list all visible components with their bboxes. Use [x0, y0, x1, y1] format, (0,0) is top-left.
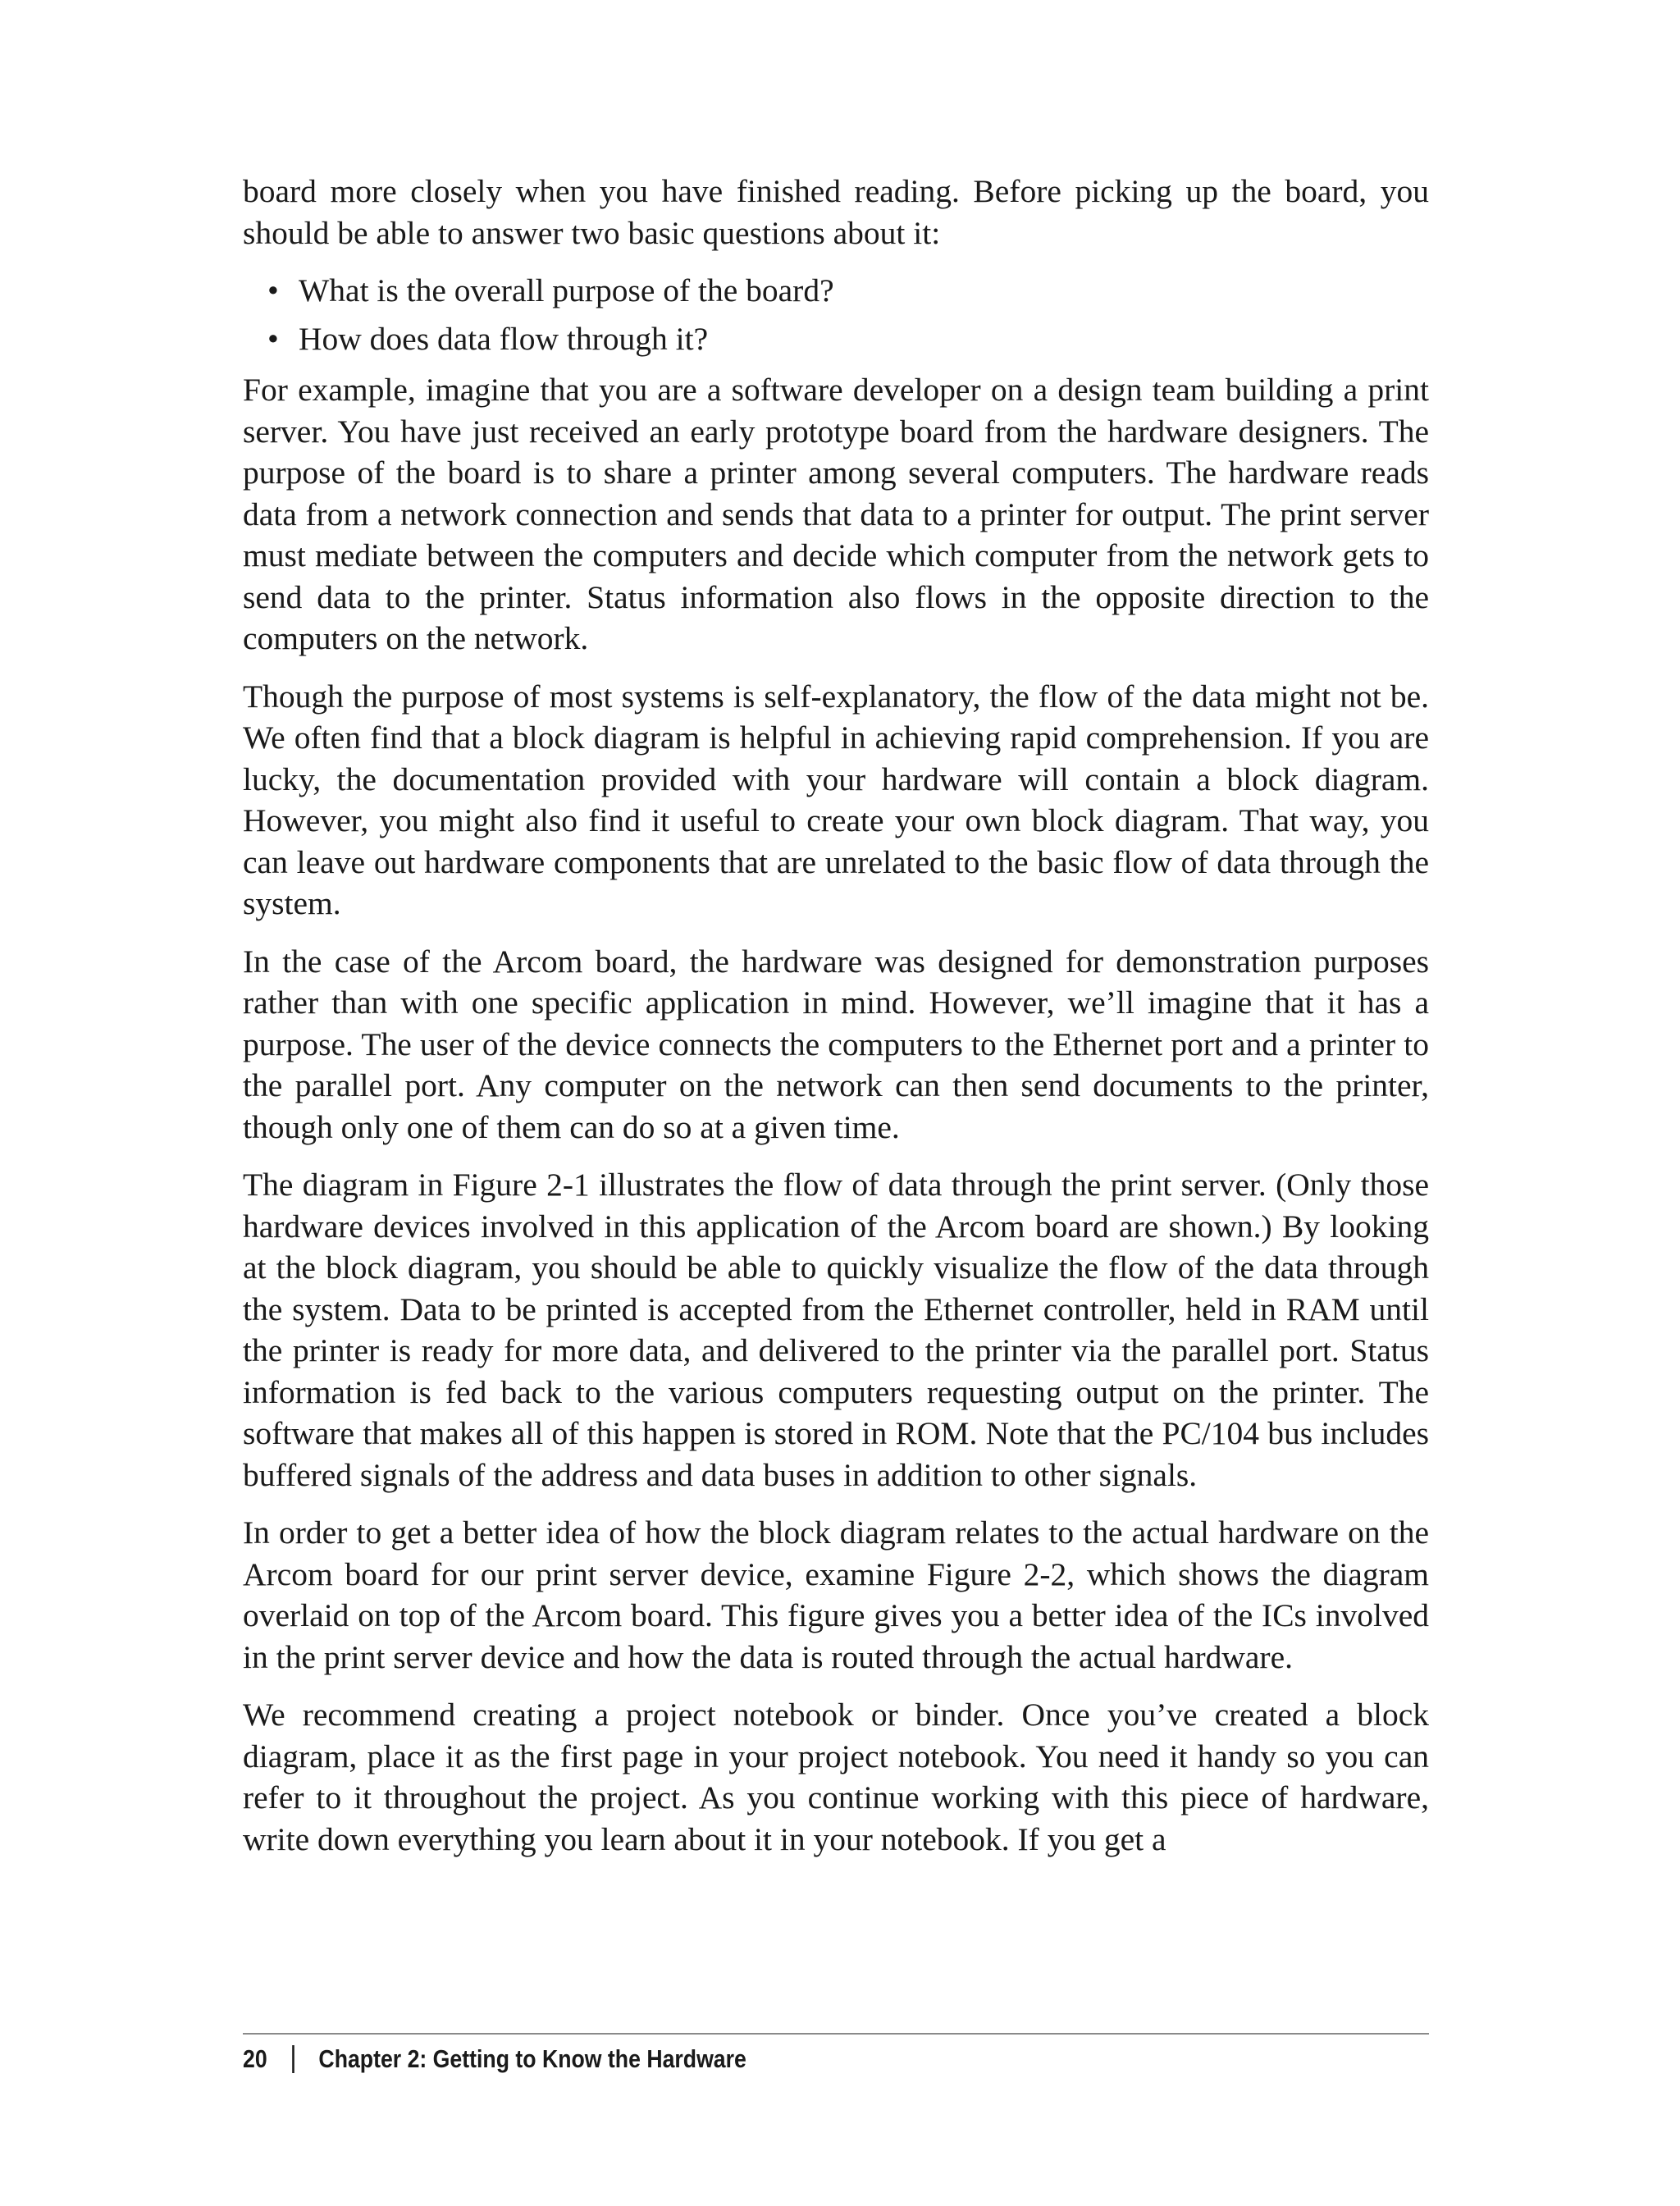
page-number: 20: [243, 2044, 267, 2073]
question-list: [243, 270, 1429, 359]
paragraph-project-notebook: We recommend creating a project notebook or binder. Once you’ve created a block diagram, place it as the first page in your project notebook. You need it handy so you can refer to it throughout the project. As you continue working with this piece of hardware, write down everything you learn about it in your notebook. If you get a: [243, 1697, 1429, 1857]
bullet-icon: •: [267, 320, 279, 357]
footer-divider: [243, 2033, 1429, 2035]
paragraph-print-server-example: For example, imagine that you are a software developer on a design team building a print server. You have just received an early prototype board from the hardware designers. The purpose of the board is to share a printer among several computers. The hardware reads data from a network connection and sends that data to a printer for output. The print server must mediate between the computers and decide which computer from the network gets to send data to the printer. Status information also flows in the opposite direction to the computers on the network.: [243, 372, 1429, 656]
footer-separator: [293, 2045, 295, 2073]
paragraph-block-diagram: Though the purpose of most systems is self-explanatory, the flow of the data might not be. We often find that a block diagram is helpful in achieving rapid comprehension. If you are lucky, the documentation provided with your hardware will contain a block diagram. However, you might also find it useful to create your own block diagram. That way, you can leave out hardware components that are unrelated to the basic flow of data through the system.: [243, 678, 1429, 921]
paragraph-intro: board more closely when you have finished reading. Before picking up the board, you should be able to answer two basic questions about it:: [243, 173, 1429, 251]
paragraph-arcom-board: In the case of the Arcom board, the hardware was designed for demonstration purposes rather than with one specific application in mind. However, we’ll imagine that it has a purpose. The user of the device connects the computers to the Ethernet port and a printer to the parallel port. Any computer on the network can then send documents to the printer, though only one of them can do so at a given time.: [243, 943, 1429, 1145]
body-text: [243, 171, 1429, 1876]
list-item-text: How does data flow through it?: [299, 320, 709, 357]
bullet-icon: •: [267, 272, 279, 308]
chapter-title: Chapter 2: Getting to Know the Hardware: [318, 2044, 746, 2073]
list-item: [264, 270, 1429, 312]
list-item-text: What is the overall purpose of the board?: [299, 272, 834, 308]
paragraph-figure-2-1: The diagram in Figure 2-1 illustrates the flow of data through the print server. (Only those hardware devices involved in this application of the Arcom board are shown.) By looking at the block diagram, you should be able to quickly visualize the flow of the data through the system. Data to be printed is accepted from the Ethernet controller, held in RAM until the printer is ready for more data, and delivered to the printer via the parallel port. Status information is fed back to the various computers requesting output on the printer. The software that makes all of this happen is stored in ROM. Note that the PC/104 bus includes buffered signals of the address and data buses in addition to other signals.: [243, 1167, 1429, 1493]
page-footer: [243, 2041, 746, 2077]
paragraph-figure-2-2: In order to get a better idea of how the block diagram relates to the actual hardware on the Arcom board for our print server device, examine Figure 2-2, which shows the diagram overlaid on top of the Arcom board. This figure gives you a better idea of the ICs involved in the print server device and how the data is routed through the actual hardware.: [243, 1514, 1429, 1675]
list-item: [264, 318, 1429, 360]
